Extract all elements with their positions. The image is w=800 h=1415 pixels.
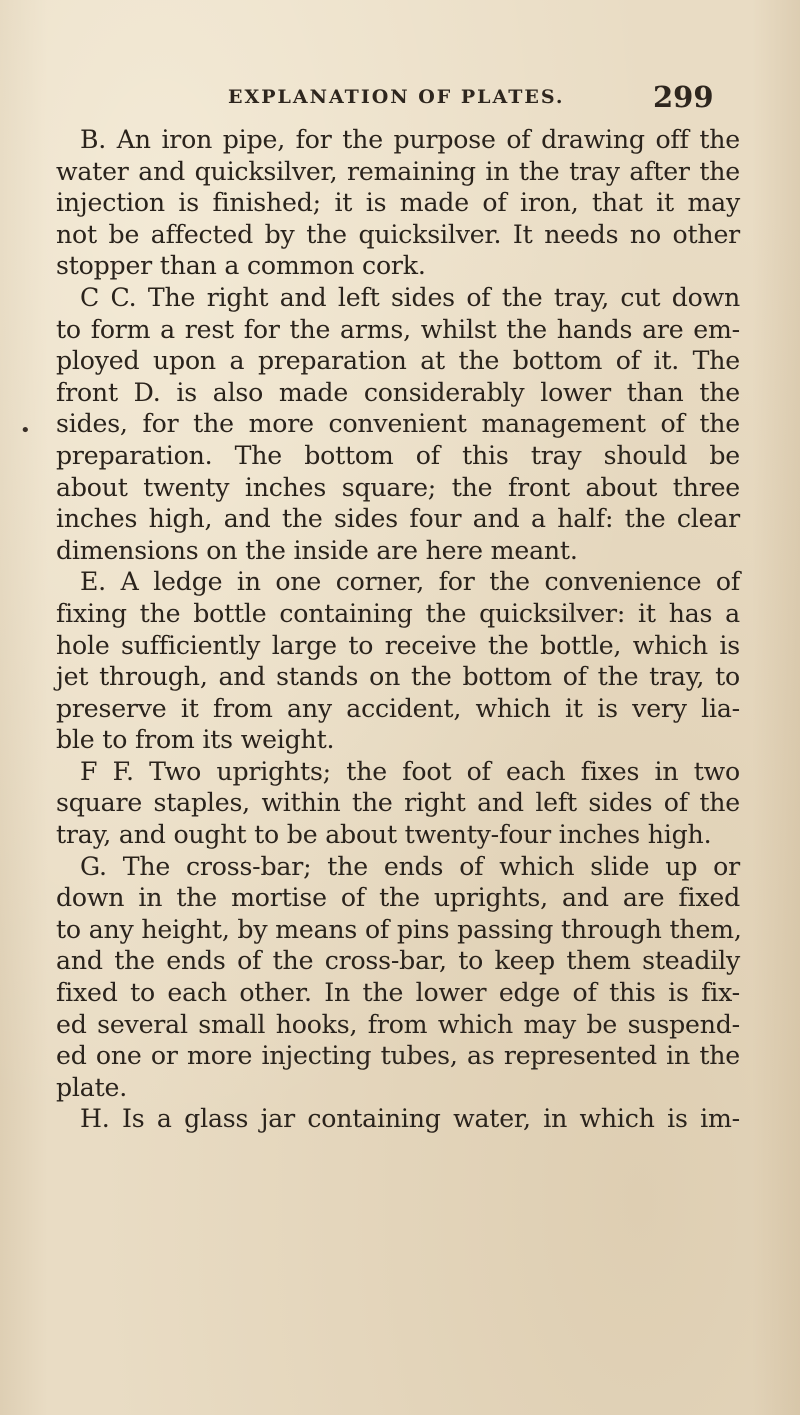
- text-line: square staples, within the right and left sides of the: [56, 788, 740, 818]
- page-number: 299: [653, 80, 714, 114]
- text-line: water and quicksilver, remaining in the tray after the: [56, 156, 740, 186]
- text-line: F F. Two uprights; the foot of each fixes in two: [80, 756, 740, 786]
- text-line: E. A ledge in one corner, for the convenience of: [80, 567, 740, 597]
- text-line: sides, for the more convenient management of the: [56, 409, 740, 439]
- text-line: to any height, by means of pins passing through them,: [56, 914, 742, 944]
- text-line: H. Is a glass jar containing water, in which is im-: [80, 1104, 740, 1134]
- text-line: down in the mortise of the uprights, and are fixed: [56, 883, 740, 913]
- text-line: and the ends of the cross-bar, to keep them steadily: [56, 946, 740, 976]
- text-line: not be affected by the quicksilver. It needs no other: [56, 219, 740, 249]
- text-line: hole sufficiently large to receive the bottle, which is: [56, 630, 740, 660]
- text-line: dimensions on the inside are here meant.: [56, 535, 578, 565]
- text-line: ble to from its weight.: [56, 725, 335, 755]
- text-line: tray, and ought to be about twenty-four inches high.: [56, 820, 712, 850]
- text-line: to form a rest for the arms, whilst the hands are em-: [56, 314, 740, 344]
- text-line: inches high, and the sides four and a half: the clear: [56, 504, 740, 534]
- running-head: [228, 76, 758, 116]
- text-line: injection is finished; it is made of iron, that it may: [56, 188, 740, 218]
- text-line: preserve it from any accident, which it is very lia-: [56, 693, 740, 723]
- body-text: [56, 124, 740, 1135]
- text-line: stopper than a common cork.: [56, 251, 426, 281]
- text-line: G. The cross-bar; the ends of which slide up or: [80, 851, 740, 881]
- text-line: B. An iron pipe, for the purpose of drawing off the: [80, 125, 740, 154]
- text-line: fixing the bottle containing the quicksilver: it has a: [56, 598, 740, 628]
- text-line: jet through, and stands on the bottom of the tray, to: [56, 662, 740, 692]
- text-line: ployed upon a preparation at the bottom of it. The: [56, 346, 740, 376]
- text-line: C C. The right and left sides of the tray, cut down: [80, 282, 740, 312]
- running-title: EXPLANATION OF PLATES.: [228, 86, 565, 108]
- text-line: front D. is also made considerably lower than the: [56, 377, 740, 407]
- text-line: ed several small hooks, from which may be suspend-: [56, 1009, 740, 1039]
- text-line: fixed to each other. In the lower edge of this is fix-: [56, 978, 740, 1008]
- text-line: ed one or more injecting tubes, as represented in the: [56, 1041, 740, 1071]
- text-line: about twenty inches square; the front about three: [56, 472, 740, 502]
- text-line: plate.: [56, 1072, 128, 1102]
- text-line: preparation. The bottom of this tray should be: [56, 440, 740, 470]
- margin-mark: •: [20, 420, 31, 441]
